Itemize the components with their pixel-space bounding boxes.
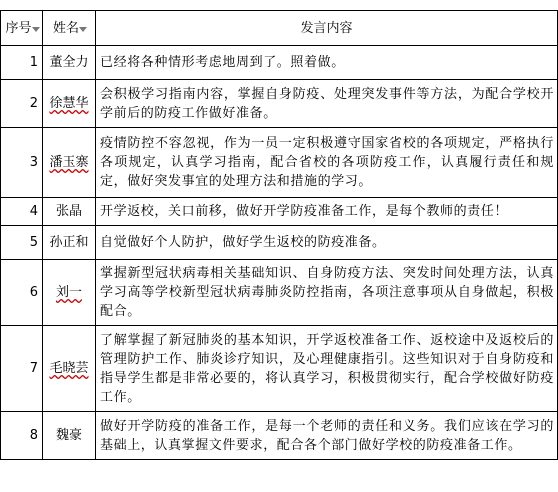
table-row [1, 260, 558, 326]
row-index-cell[interactable]: 1 [1, 46, 43, 80]
row-name-cell[interactable] [43, 226, 96, 260]
table-row [1, 198, 558, 226]
row-name-cell[interactable] [43, 412, 96, 460]
table-row [1, 80, 558, 128]
speaker-name: 刘一 [55, 285, 82, 300]
header-name-label: 姓名 [52, 20, 79, 36]
table-row [1, 46, 558, 80]
speech-table [0, 10, 558, 460]
row-content-cell[interactable]: 做好开学防疫的准备工作，是每一个老师的责任和义务。我们应该在学习的基础上，认真掌握文件要求，配合各个部门做好学校的防疫准备工作。 [96, 412, 558, 460]
row-content-cell[interactable]: 会积极学习指南内容，掌握自身防疫、处理突发事件等方法，为配合学校开学前后的防疫工作做好准备。 [96, 80, 558, 128]
row-name-cell[interactable] [43, 46, 96, 80]
table-row [1, 226, 558, 260]
row-content-cell[interactable]: 了解掌握了新冠肺炎的基本知识，开学返校准备工作、返校途中及返校后的管理防护工作、肺炎诊疗知识，及心理健康指引。这些知识对于自身防疫和指导学生都是非常必要的，将认真学习，积极贯彻实行，配合学校做好防疫工作。 [96, 326, 558, 412]
row-index-cell[interactable]: 8 [1, 412, 43, 460]
row-index-cell[interactable]: 6 [1, 260, 43, 326]
table-header-row [1, 11, 558, 46]
row-name-cell[interactable] [43, 198, 96, 226]
header-index-label: 序号 [5, 20, 32, 36]
row-content-cell[interactable]: 疫情防控不容忽视，作为一员一定积极遵守国家省校的各项规定，严格执行各项规定，认真学习指南，配合省校的各项防疫工作，认真履行责任和规定，做好突发事宜的处理方法和措施的学习。 [96, 128, 558, 198]
speaker-name: 张晶 [55, 204, 82, 219]
header-name[interactable] [43, 11, 96, 46]
speaker-name: 毛晓芸 [49, 361, 89, 376]
top-strip [0, 0, 558, 10]
header-content[interactable]: 发言内容 [96, 11, 558, 46]
row-content-cell[interactable]: 已经将各种情形考虑地周到了。照着做。 [96, 46, 558, 80]
row-index-cell[interactable]: 2 [1, 80, 43, 128]
table-row [1, 326, 558, 412]
table-row [1, 412, 558, 460]
row-index-cell[interactable]: 7 [1, 326, 43, 412]
row-content-cell[interactable]: 自觉做好个人防护，做好学生返校的防疫准备。 [96, 226, 558, 260]
row-content-cell[interactable]: 开学返校，关口前移，做好开学防疫准备工作，是每个教师的责任！ [96, 198, 558, 226]
row-name-cell[interactable] [43, 128, 96, 198]
row-index-cell[interactable]: 4 [1, 198, 43, 226]
row-index-cell[interactable]: 3 [1, 128, 43, 198]
speaker-name: 孙正和 [49, 235, 89, 250]
dropdown-arrow-icon[interactable] [32, 26, 38, 32]
row-content-cell[interactable]: 掌握新型冠状病毒相关基础知识、自身防疫方法、突发时间处理方法，认真学习高等学校新型冠状病毒肺炎防控指南，各项注意事项从自身做起，积极配合。 [96, 260, 558, 326]
speaker-name: 徐慧华 [49, 96, 89, 111]
row-index-cell[interactable]: 5 [1, 226, 43, 260]
header-index[interactable] [1, 11, 43, 46]
speaker-name: 董全力 [49, 55, 89, 70]
row-name-cell[interactable] [43, 326, 96, 412]
table-row [1, 128, 558, 198]
speaker-name: 潘玉寨 [49, 155, 89, 170]
row-name-cell[interactable] [43, 260, 96, 326]
dropdown-arrow-icon[interactable] [79, 26, 85, 32]
row-name-cell[interactable] [43, 80, 96, 128]
speaker-name: 魏豪 [55, 428, 82, 443]
